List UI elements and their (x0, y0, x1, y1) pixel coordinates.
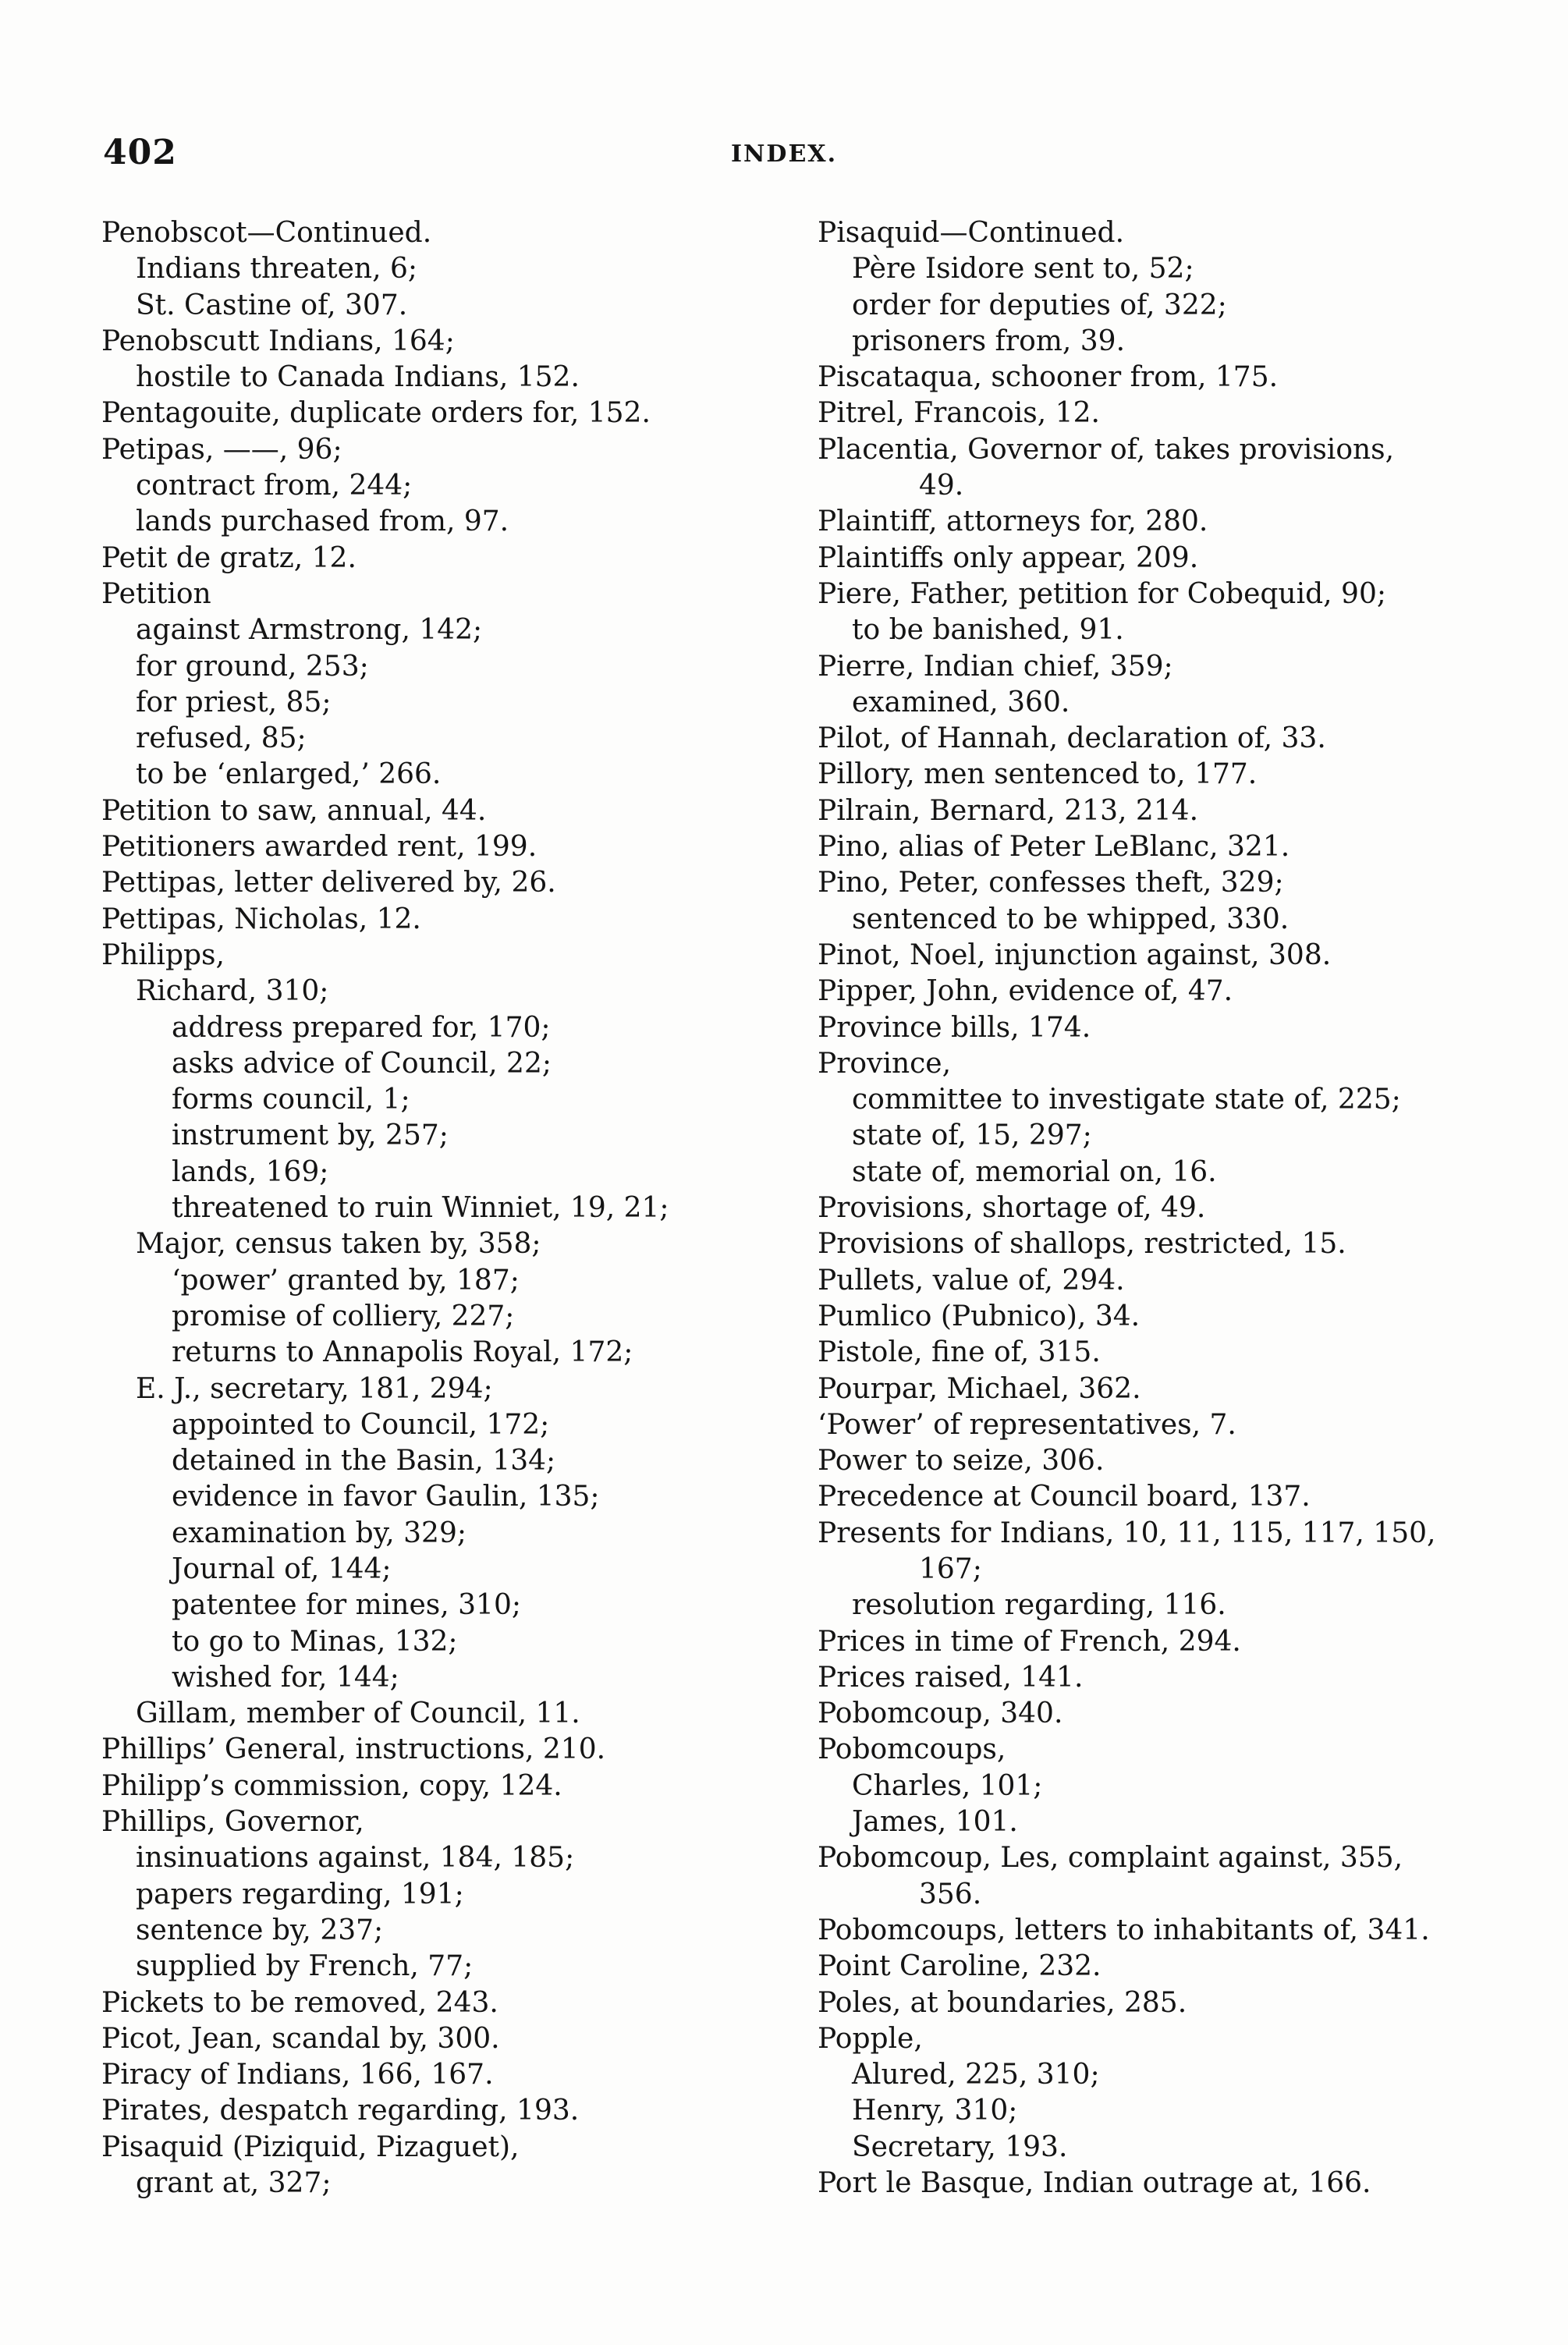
index-entry: Pobomcoup, Les, complaint against, 355, (818, 1842, 1403, 1875)
index-subentry: Henry, 310; (852, 2095, 1018, 2127)
index-entry: Petition (101, 577, 211, 610)
index-subentry: promise of colliery, 227; (172, 1300, 515, 1332)
index-subentry: Journal of, 144; (172, 1552, 392, 1585)
index-entry: Petition to saw, annual, 44. (101, 794, 487, 827)
index-subentry: patentee for mines, 310; (172, 1589, 521, 1622)
index-entry: Pirates, despatch regarding, 193. (101, 2095, 580, 2127)
page-number: 402 (103, 133, 177, 172)
index-entry: Pobomcoups, letters to inhabitants of, 341. (818, 1914, 1430, 1946)
index-subentry: threatened to ruin Winniet, 19, 21; (172, 1192, 669, 1225)
index-subentry: Indians threaten, 6; (136, 253, 418, 286)
index-subentry: Gillam, member of Council, 11. (136, 1698, 580, 1730)
index-subentry: sentence by, 237; (136, 1914, 384, 1946)
index-subentry: to be ‘enlarged,’ 266. (136, 758, 442, 791)
index-entry: Pentagouite, duplicate orders for, 152. (101, 397, 651, 430)
index-subentry: wished for, 144; (172, 1661, 399, 1694)
index-entry: Pourpar, Michael, 362. (818, 1372, 1141, 1405)
index-entry: Pilot, of Hannah, declaration of, 33. (818, 722, 1326, 755)
index-entry: Pumlico (Pubnico), 34. (818, 1300, 1141, 1332)
index-entry: Petit de gratz, 12. (101, 541, 357, 574)
index-entry: Pobomcoup, 340. (818, 1698, 1063, 1730)
index-subentry: for priest, 85; (136, 686, 332, 718)
index-subentry: to be banished, 91. (852, 614, 1124, 647)
index-entry: Prices in time of French, 294. (818, 1625, 1241, 1658)
index-entry: Petitioners awarded rent, 199. (101, 831, 537, 864)
index-entry: Pinot, Noel, injunction against, 308. (818, 938, 1332, 971)
index-subentry: state of, 15, 297; (852, 1119, 1092, 1152)
index-entry: Placentia, Governor of, takes provisions, (818, 433, 1395, 466)
index-subentry: evidence in favor Gaulin, 135; (172, 1481, 600, 1513)
index-entry: Pisaquid—Continued. (818, 217, 1125, 249)
index-subentry: forms council, 1; (172, 1084, 410, 1116)
index-subentry: insinuations against, 184, 185; (136, 1842, 575, 1875)
index-entry: Pilrain, Bernard, 213, 214. (818, 794, 1199, 827)
index-entry: Presents for Indians, 10, 11, 115, 117, 150, (818, 1517, 1436, 1549)
index-subentry: grant at, 327; (136, 2167, 332, 2200)
index-entry: Pullets, value of, 294. (818, 1264, 1125, 1297)
index-subentry: resolution regarding, 116. (852, 1589, 1226, 1622)
index-subentry: for ground, 253; (136, 650, 369, 683)
index-subentry: against Armstrong, 142; (136, 614, 483, 647)
index-subentry: hostile to Canada Indians, 152. (136, 361, 580, 394)
index-entry: Philipps, (101, 938, 225, 971)
index-subentry: appointed to Council, 172; (172, 1408, 550, 1441)
index-entry: Popple, (818, 2022, 923, 2055)
index-subentry: 167; (919, 1552, 982, 1585)
index-subentry: Secretary, 193. (852, 2130, 1068, 2163)
index-subentry: prisoners from, 39. (852, 325, 1126, 357)
index-subentry: papers regarding, 191; (136, 1878, 464, 1910)
running-head: INDEX. (730, 140, 838, 168)
index-entry: Prices raised, 141. (818, 1661, 1084, 1694)
index-subentry: Alured, 225, 310; (852, 2059, 1100, 2091)
index-entry: Provisions of shallops, restricted, 15. (818, 1228, 1346, 1261)
index-subentry: sentenced to be whipped, 330. (852, 903, 1290, 935)
index-subentry: returns to Annapolis Royal, 172; (172, 1336, 633, 1369)
index-subentry: lands, 169; (172, 1155, 329, 1188)
index-entry: Pickets to be removed, 243. (101, 1986, 498, 2019)
index-subentry: Père Isidore sent to, 52; (852, 253, 1194, 286)
index-entry: Plaintiffs only appear, 209. (818, 541, 1199, 574)
index-subentry: detained in the Basin, 134; (172, 1445, 556, 1478)
index-subentry: 356. (919, 1878, 982, 1910)
index-entry: Pierre, Indian chief, 359; (818, 650, 1173, 683)
index-entry: Picot, Jean, scandal by, 300. (101, 2022, 500, 2055)
index-entry: Province bills, 174. (818, 1011, 1091, 1044)
index-entry: Penobscutt Indians, 164; (101, 325, 455, 357)
index-subentry: contract from, 244; (136, 470, 413, 502)
index-entry: Pipper, John, evidence of, 47. (818, 975, 1233, 1008)
index-entry: Petipas, ——, 96; (101, 433, 342, 466)
index-subentry: address prepared for, 170; (172, 1011, 551, 1044)
index-subentry: asks advice of Council, 22; (172, 1047, 552, 1080)
index-entry: ‘Power’ of representatives, 7. (818, 1408, 1236, 1441)
index-entry: Port le Basque, Indian outrage at, 166. (818, 2167, 1371, 2200)
index-entry: Pettipas, letter delivered by, 26. (101, 867, 556, 899)
index-subentry: E. J., secretary, 181, 294; (136, 1372, 493, 1405)
index-entry: Poles, at boundaries, 285. (818, 1986, 1187, 2019)
index-subentry: instrument by, 257; (172, 1119, 449, 1152)
index-subentry: Richard, 310; (136, 975, 329, 1008)
index-subentry: James, 101. (852, 1806, 1018, 1839)
index-subentry: 49. (919, 470, 964, 502)
index-entry: Pisaquid (Piziquid, Pizaguet), (101, 2130, 520, 2163)
index-subentry: to go to Minas, 132; (172, 1625, 458, 1658)
index-entry: Phillips’ General, instructions, 210. (101, 1733, 606, 1766)
index-subentry: examination by, 329; (172, 1517, 466, 1549)
index-entry: Pino, Peter, confesses theft, 329; (818, 867, 1284, 899)
index-entry: Pino, alias of Peter LeBlanc, 321. (818, 831, 1290, 864)
index-entry: Province, (818, 1047, 952, 1080)
index-entry: Pillory, men sentenced to, 177. (818, 758, 1258, 791)
index-subentry: Charles, 101; (852, 1769, 1043, 1802)
index-entry: Philipp’s commission, copy, 124. (101, 1769, 562, 1802)
index-column-left (101, 215, 780, 2201)
index-entry: Piracy of Indians, 166, 167. (101, 2059, 494, 2091)
index-subentry: examined, 360. (852, 686, 1070, 718)
index-column-right (818, 215, 1520, 2201)
index-subentry: committee to investigate state of, 225; (852, 1084, 1401, 1116)
index-entry: Pistole, fine of, 315. (818, 1336, 1101, 1369)
index-entry: Piscataqua, schooner from, 175. (818, 361, 1279, 394)
index-subentry: refused, 85; (136, 722, 307, 755)
index-subentry: supplied by French, 77; (136, 1950, 474, 1983)
index-entry: Phillips, Governor, (101, 1806, 364, 1839)
index-subentry: ‘power’ granted by, 187; (172, 1264, 520, 1297)
index-entry: Pobomcoups, (818, 1733, 1006, 1766)
index-entry: Plaintiff, attorneys for, 280. (818, 506, 1208, 538)
index-subentry: order for deputies of, 322; (852, 289, 1227, 321)
index-entry: Provisions, shortage of, 49. (818, 1192, 1206, 1225)
index-subentry: Major, census taken by, 358; (136, 1228, 541, 1261)
index-entry: Pettipas, Nicholas, 12. (101, 903, 421, 935)
index-subentry: St. Castine of, 307. (136, 289, 408, 321)
index-entry: Penobscot—Continued. (101, 217, 432, 249)
index-entry: Piere, Father, petition for Cobequid, 90; (818, 577, 1386, 610)
index-entry: Point Caroline, 232. (818, 1950, 1102, 1983)
index-subentry: lands purchased from, 97. (136, 506, 509, 538)
index-entry: Precedence at Council board, 137. (818, 1481, 1311, 1513)
index-entry: Power to seize, 306. (818, 1445, 1105, 1478)
index-subentry: state of, memorial on, 16. (852, 1155, 1217, 1188)
index-entry: Pitrel, Francois, 12. (818, 397, 1100, 430)
